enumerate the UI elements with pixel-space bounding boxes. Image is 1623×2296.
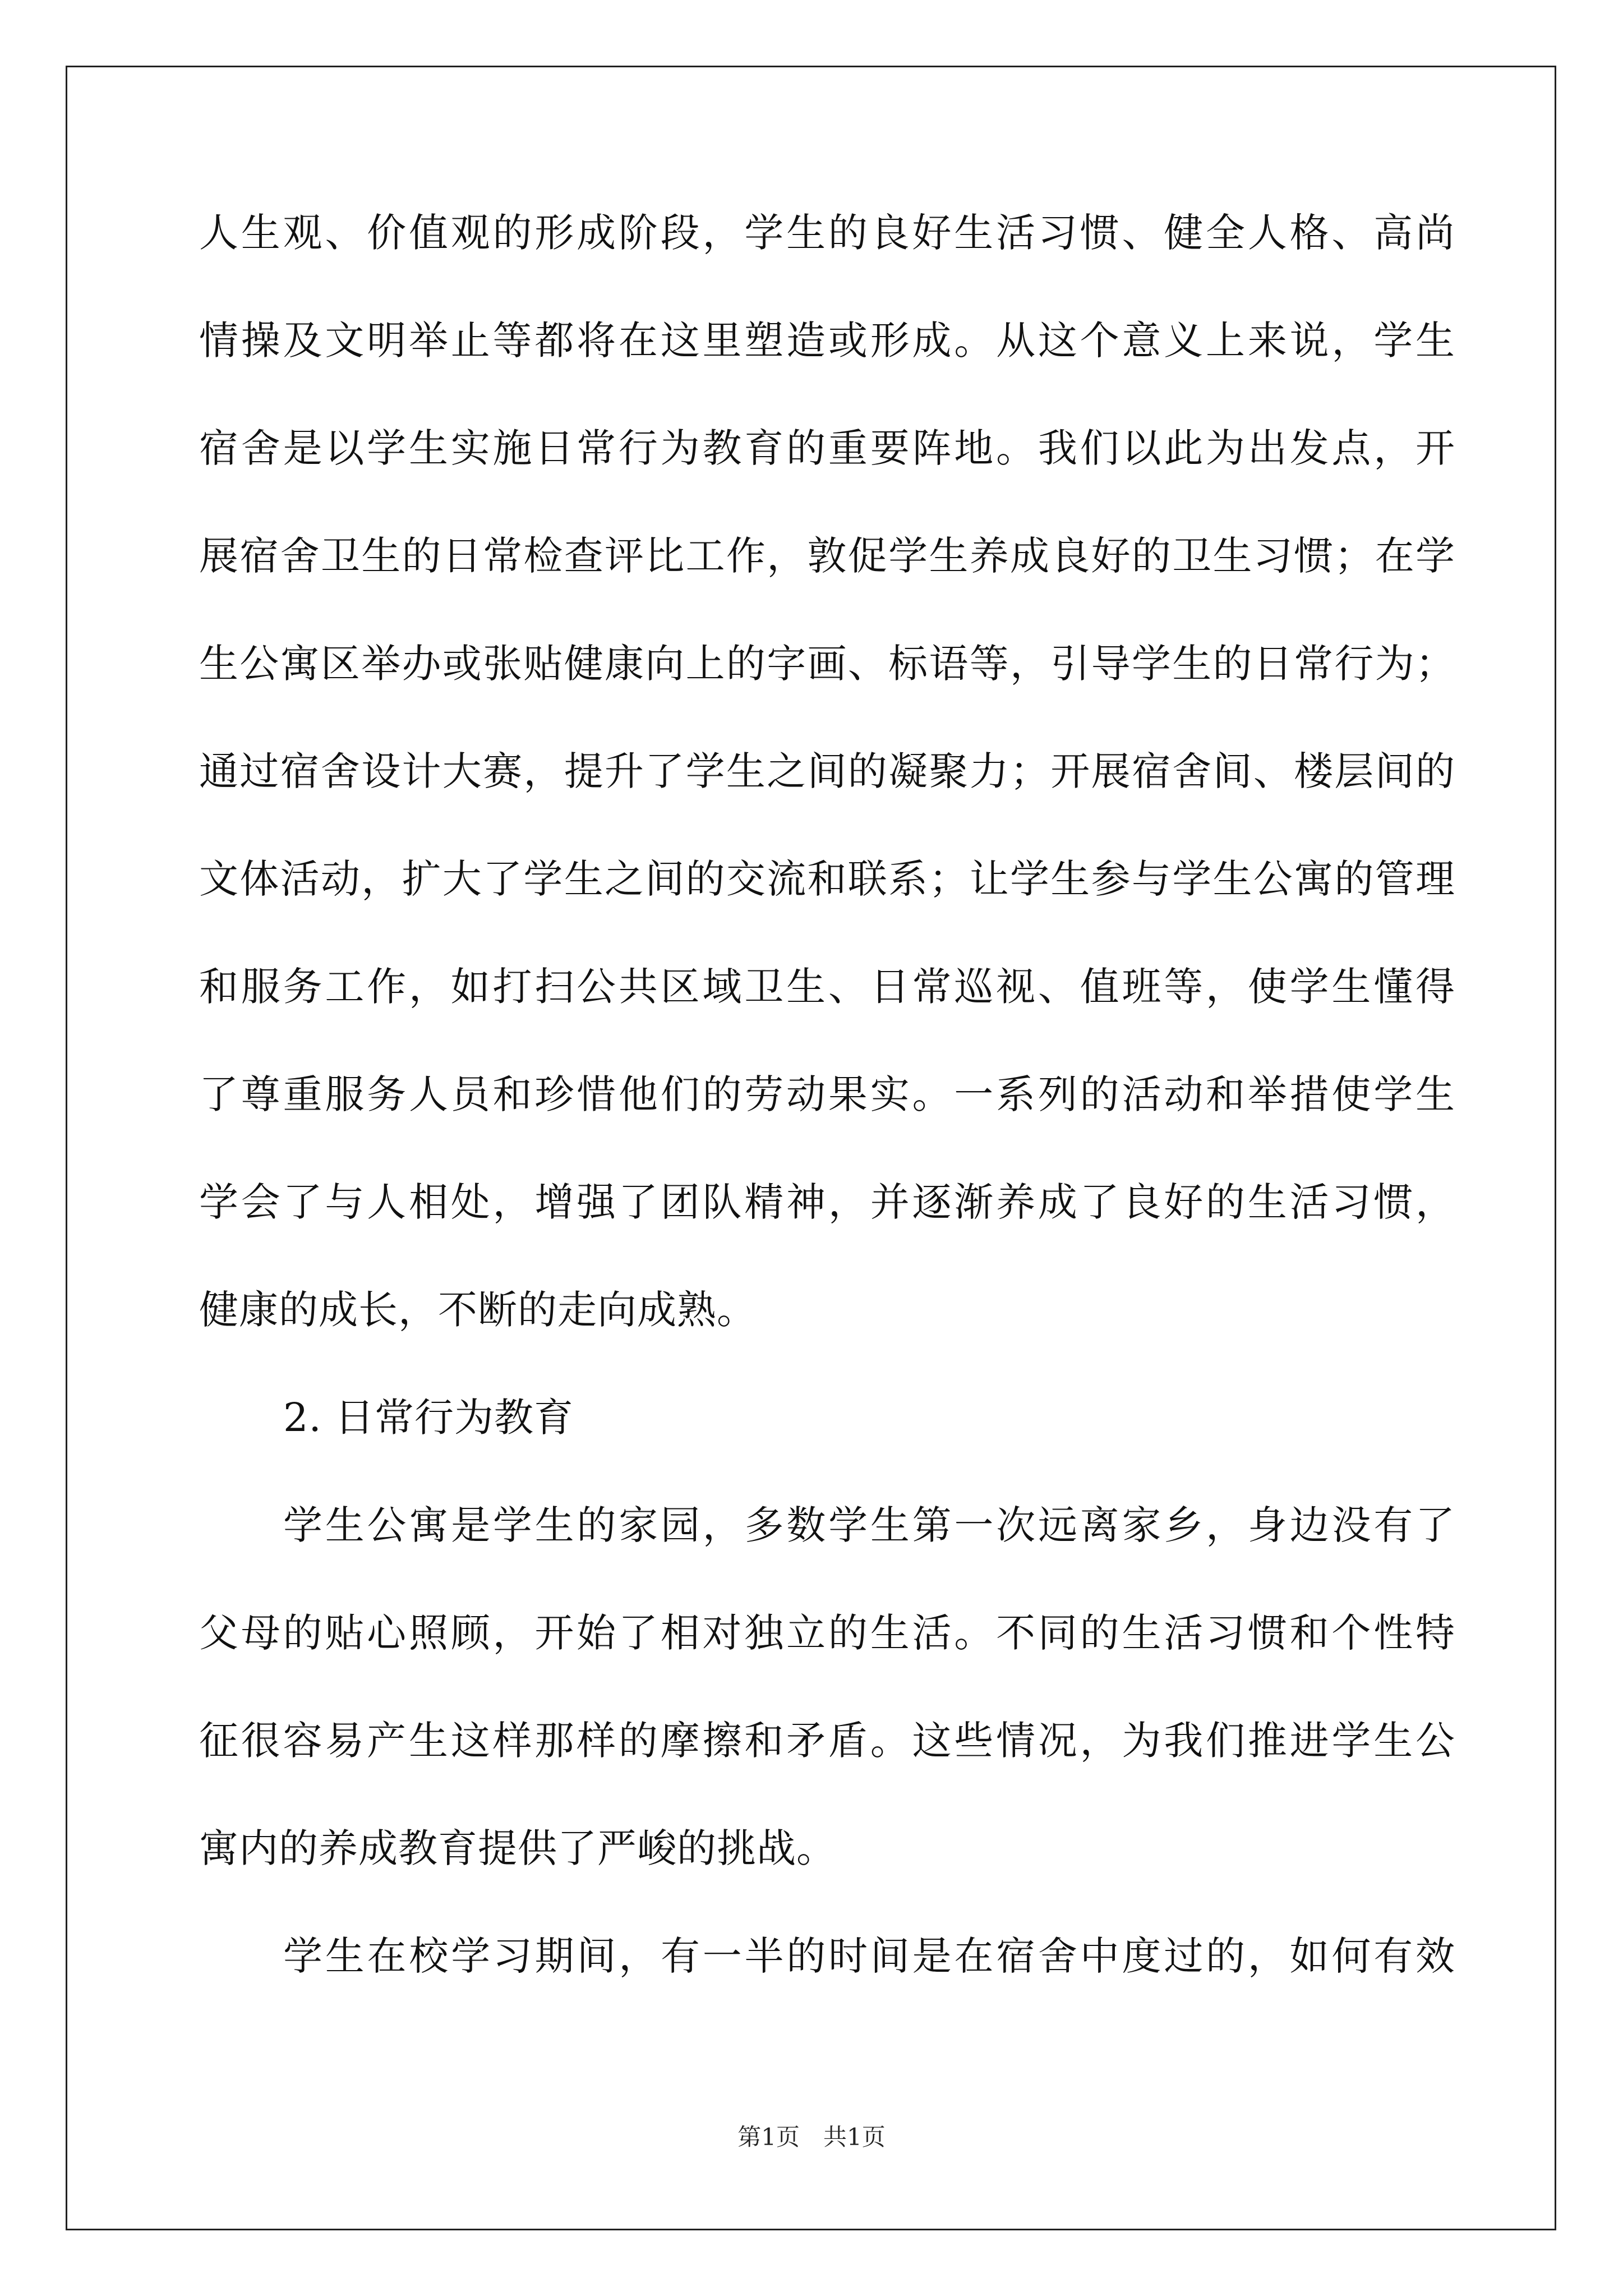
text-line: 生公寓区举办或张贴健康向上的字画、标语等，引导学生的日常行为；	[199, 641, 1455, 687]
text-line: 了尊重服务人员和珍惜他们的劳动果实。一系列的活动和举措使学生	[199, 1071, 1455, 1117]
text-line: 和服务工作，如打扫公共区域卫生、日常巡视、值班等，使学生懂得	[199, 964, 1455, 1010]
section-heading: 2. 日常行为教育	[283, 1395, 574, 1441]
text-line: 学会了与人相处，增强了团队精神，并逐渐养成了良好的生活习惯，	[199, 1179, 1455, 1225]
text-line: 通过宿舍设计大赛，提升了学生之间的凝聚力；开展宿舍间、楼层间的	[199, 748, 1455, 794]
text-line: 健康的成长，不断的走向成熟。	[199, 1287, 757, 1333]
text-line: 学生公寓是学生的家园，多数学生第一次远离家乡，身边没有了	[283, 1502, 1455, 1548]
text-line: 父母的贴心照顾，开始了相对独立的生活。不同的生活习惯和个性特	[199, 1610, 1455, 1656]
text-line: 学生在校学习期间，有一半的时间是在宿舍中度过的，如何有效	[283, 1933, 1455, 1979]
page-number-footer: 第1页 共1页	[737, 2123, 886, 2151]
text-line: 宿舍是以学生实施日常行为教育的重要阵地。我们以此为出发点，开	[199, 425, 1455, 471]
text-line: 情操及文明举止等都将在这里塑造或形成。从这个意义上来说，学生	[199, 318, 1455, 364]
text-line: 寓内的养成教育提供了严峻的挑战。	[199, 1825, 836, 1871]
text-line: 人生观、价值观的形成阶段，学生的良好生活习惯、健全人格、高尚	[199, 210, 1455, 256]
text-line: 展宿舍卫生的日常检查评比工作，敦促学生养成良好的卫生习惯；在学	[199, 533, 1455, 579]
text-line: 文体活动，扩大了学生之间的交流和联系；让学生参与学生公寓的管理	[199, 856, 1455, 902]
text-line: 征很容易产生这样那样的摩擦和矛盾。这些情况，为我们推进学生公	[199, 1718, 1455, 1764]
page-border	[66, 66, 1556, 2230]
